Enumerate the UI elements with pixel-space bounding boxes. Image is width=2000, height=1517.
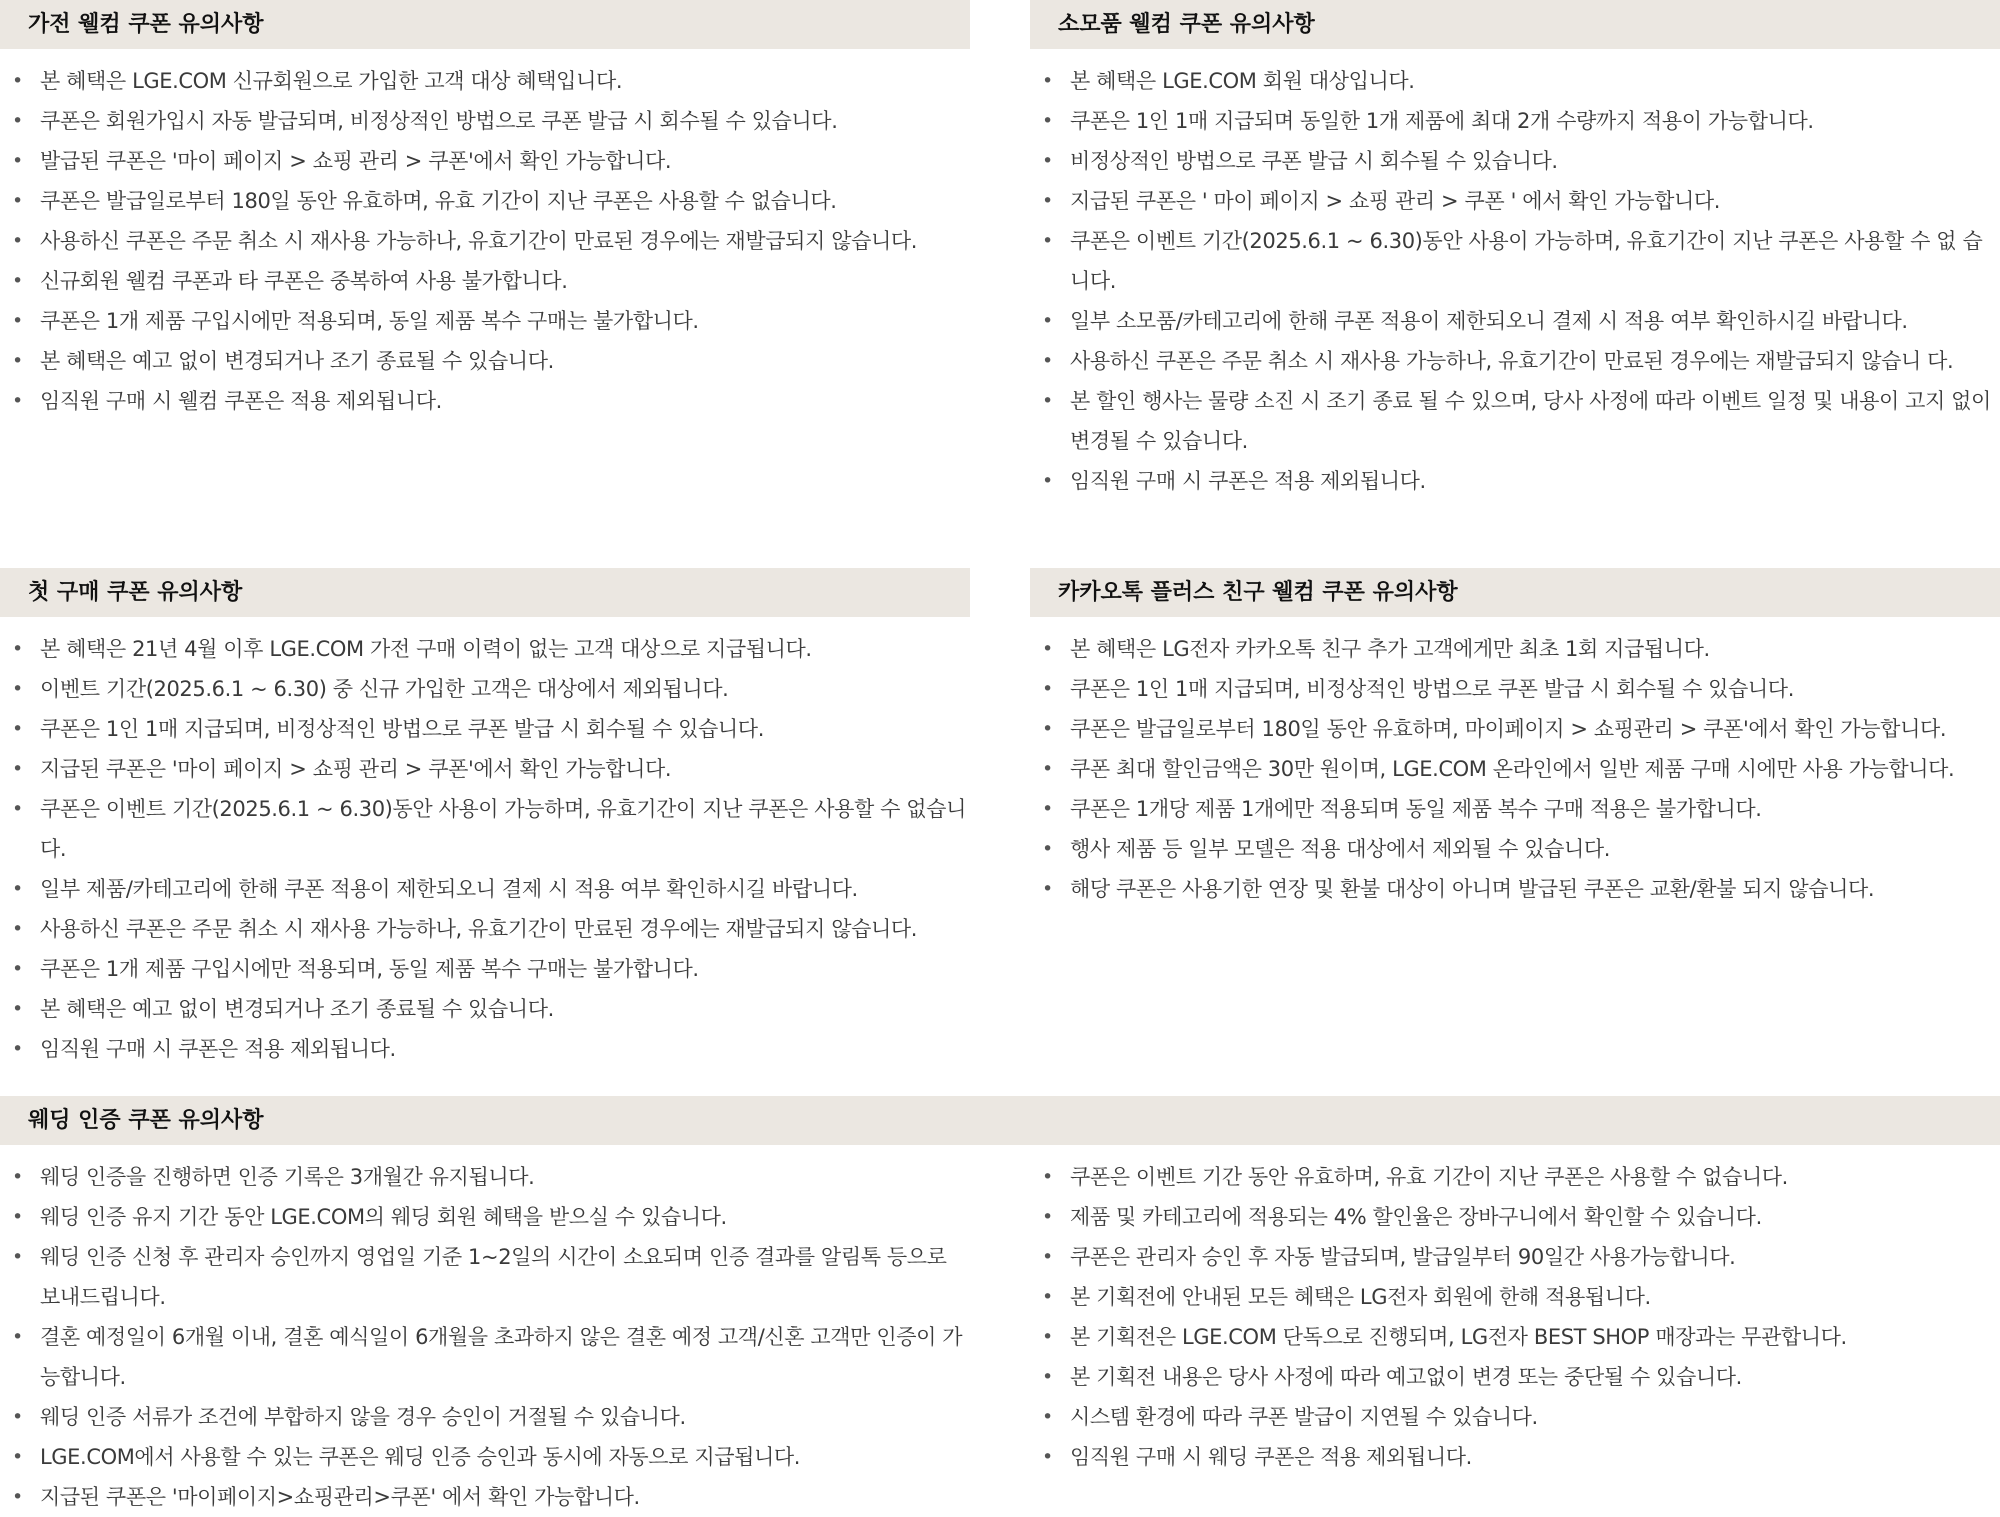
list-item: • 웨딩 인증 유지 기간 동안 LGE.COM의 웨딩 회원 혜택을 받으실 수 있습니다.: [0, 1197, 970, 1237]
list-item: • 본 혜택은 예고 없이 변경되거나 조기 종료될 수 있습니다.: [0, 989, 970, 1029]
list-item: • 쿠폰은 발급일로부터 180일 동안 유효하며, 유효 기간이 지난 쿠폰은 사용할 수 없습니다.: [0, 181, 970, 221]
list-item: • 임직원 구매 시 웨딩 쿠폰은 적용 제외됩니다.: [1030, 1437, 2000, 1477]
notice-list: [0, 629, 970, 1069]
list-item: • 웨딩 인증 신청 후 관리자 승인까지 영업일 기준 1~2일의 시간이 소요되며 인증 결과를 알림톡 등으로 보내드립니다.: [0, 1237, 970, 1317]
list-item: • 본 혜택은 21년 4월 이후 LGE.COM 가전 구매 이력이 없는 고객 대상으로 지급됩니다.: [0, 629, 970, 669]
list-item: • 지급된 쿠폰은 '마이페이지>쇼핑관리>쿠폰' 에서 확인 가능합니다.: [0, 1477, 970, 1517]
section-title: 가전 웰컴 쿠폰 유의사항: [0, 0, 970, 49]
notice-list: [1030, 629, 2000, 909]
list-item: • 일부 제품/카테고리에 한해 쿠폰 적용이 제한되오니 결제 시 적용 여부 확인하시길 바랍니다.: [0, 869, 970, 909]
wedding-coupon-section: [0, 1096, 2000, 1509]
consumables-welcome-coupon-section: [1030, 0, 2000, 501]
list-item: • 임직원 구매 시 쿠폰은 적용 제외됩니다.: [1030, 461, 2000, 501]
list-item: • 쿠폰은 이벤트 기간(2025.6.1 ~ 6.30)동안 사용이 가능하며, 유효기간이 지난 쿠폰은 사용할 수 없 습니다.: [1030, 221, 2000, 301]
list-item: • 쿠폰 최대 할인금액은 30만 원이며, LGE.COM 온라인에서 일반 제품 구매 시에만 사용 가능합니다.: [1030, 749, 2000, 789]
list-item: • 본 혜택은 LGE.COM 회원 대상입니다.: [1030, 61, 2000, 101]
list-item: • 본 기획전에 안내된 모든 혜택은 LG전자 회원에 한해 적용됩니다.: [1030, 1277, 2000, 1317]
list-item: • 사용하신 쿠폰은 주문 취소 시 재사용 가능하나, 유효기간이 만료된 경우에는 재발급되지 않습니다.: [0, 909, 970, 949]
list-item: • 쿠폰은 발급일로부터 180일 동안 유효하며, 마이페이지 > 쇼핑관리 > 쿠폰'에서 확인 가능합니다.: [1030, 709, 2000, 749]
notice-list-left: [0, 1157, 970, 1517]
list-item: • 본 기획전 내용은 당사 사정에 따라 예고없이 변경 또는 중단될 수 있습니다.: [1030, 1357, 2000, 1397]
list-item: • 웨딩 인증을 진행하면 인증 기록은 3개월간 유지됩니다.: [0, 1157, 970, 1197]
first-purchase-coupon-section: [0, 568, 970, 1069]
list-item: • 쿠폰은 회원가입시 자동 발급되며, 비정상적인 방법으로 쿠폰 발급 시 회수될 수 있습니다.: [0, 101, 970, 141]
notice-list: [0, 61, 970, 421]
list-item: • 본 기획전은 LGE.COM 단독으로 진행되며, LG전자 BEST SHOP 매장과는 무관합니다.: [1030, 1317, 2000, 1357]
list-item: • 제품 및 카테고리에 적용되는 4% 할인율은 장바구니에서 확인할 수 있습니다.: [1030, 1197, 2000, 1237]
list-item: • 쿠폰은 1개 제품 구입시에만 적용되며, 동일 제품 복수 구매는 불가합니다.: [0, 949, 970, 989]
list-item: • 쿠폰은 이벤트 기간 동안 유효하며, 유효 기간이 지난 쿠폰은 사용할 수 없습니다.: [1030, 1157, 2000, 1197]
notice-list-right: [1030, 1157, 2000, 1477]
list-item: • 비정상적인 방법으로 쿠폰 발급 시 회수될 수 있습니다.: [1030, 141, 2000, 181]
list-item: • 본 혜택은 예고 없이 변경되거나 조기 종료될 수 있습니다.: [0, 341, 970, 381]
list-item: • 웨딩 인증 서류가 조건에 부합하지 않을 경우 승인이 거절될 수 있습니다.: [0, 1397, 970, 1437]
list-item: • 쿠폰은 1인 1매 지급되며, 비정상적인 방법으로 쿠폰 발급 시 회수될 수 있습니다.: [1030, 669, 2000, 709]
section-title: 카카오톡 플러스 친구 웰컴 쿠폰 유의사항: [1030, 568, 2000, 617]
list-item: • 지급된 쿠폰은 '마이 페이지 > 쇼핑 관리 > 쿠폰'에서 확인 가능합니다.: [0, 749, 970, 789]
list-item: • 본 혜택은 LGE.COM 신규회원으로 가입한 고객 대상 혜택입니다.: [0, 61, 970, 101]
list-item: • 결혼 예정일이 6개월 이내, 결혼 예식일이 6개월을 초과하지 않은 결혼 예정 고객/신혼 고객만 인증이 가능합니다.: [0, 1317, 970, 1397]
notice-list: [1030, 61, 2000, 501]
appliance-welcome-coupon-section: [0, 0, 970, 421]
list-item: • 쿠폰은 1인 1매 지급되며, 비정상적인 방법으로 쿠폰 발급 시 회수될 수 있습니다.: [0, 709, 970, 749]
list-item: • 해당 쿠폰은 사용기한 연장 및 환불 대상이 아니며 발급된 쿠폰은 교환/환불 되지 않습니다.: [1030, 869, 2000, 909]
section-title: 웨딩 인증 쿠폰 유의사항: [0, 1096, 2000, 1145]
list-item: • 이벤트 기간(2025.6.1 ~ 6.30) 중 신규 가입한 고객은 대상에서 제외됩니다.: [0, 669, 970, 709]
list-item: • 사용하신 쿠폰은 주문 취소 시 재사용 가능하나, 유효기간이 만료된 경우에는 재발급되지 않습니 다.: [1030, 341, 2000, 381]
list-item: • 행사 제품 등 일부 모델은 적용 대상에서 제외될 수 있습니다.: [1030, 829, 2000, 869]
list-item: • 쿠폰은 1개당 제품 1개에만 적용되며 동일 제품 복수 구매 적용은 불가합니다.: [1030, 789, 2000, 829]
list-item: • 쿠폰은 이벤트 기간(2025.6.1 ~ 6.30)동안 사용이 가능하며, 유효기간이 지난 쿠폰은 사용할 수 없습니다.: [0, 789, 970, 869]
list-item: • 시스템 환경에 따라 쿠폰 발급이 지연될 수 있습니다.: [1030, 1397, 2000, 1437]
list-item: • LGE.COM에서 사용할 수 있는 쿠폰은 웨딩 인증 승인과 동시에 자동으로 지급됩니다.: [0, 1437, 970, 1477]
section-title: 소모품 웰컴 쿠폰 유의사항: [1030, 0, 2000, 49]
list-item: • 임직원 구매 시 웰컴 쿠폰은 적용 제외됩니다.: [0, 381, 970, 421]
kakaotalk-welcome-coupon-section: [1030, 568, 2000, 909]
list-item: • 지급된 쿠폰은 ' 마이 페이지 > 쇼핑 관리 > 쿠폰 ' 에서 확인 가능합니다.: [1030, 181, 2000, 221]
list-item: • 쿠폰은 1개 제품 구입시에만 적용되며, 동일 제품 복수 구매는 불가합니다.: [0, 301, 970, 341]
list-item: • 일부 소모품/카테고리에 한해 쿠폰 적용이 제한되오니 결제 시 적용 여부 확인하시길 바랍니다.: [1030, 301, 2000, 341]
list-item: • 본 혜택은 LG전자 카카오톡 친구 추가 고객에게만 최초 1회 지급됩니다.: [1030, 629, 2000, 669]
list-item: • 쿠폰은 관리자 승인 후 자동 발급되며, 발급일부터 90일간 사용가능합니다.: [1030, 1237, 2000, 1277]
list-item: • 쿠폰은 1인 1매 지급되며 동일한 1개 제품에 최대 2개 수량까지 적용이 가능합니다.: [1030, 101, 2000, 141]
list-item: • 본 할인 행사는 물량 소진 시 조기 종료 될 수 있으며, 당사 사정에 따라 이벤트 일정 및 내용이 고지 없이 변경될 수 있습니다.: [1030, 381, 2000, 461]
list-item: • 임직원 구매 시 쿠폰은 적용 제외됩니다.: [0, 1029, 970, 1069]
list-item: • 신규회원 웰컴 쿠폰과 타 쿠폰은 중복하여 사용 불가합니다.: [0, 261, 970, 301]
section-title: 첫 구매 쿠폰 유의사항: [0, 568, 970, 617]
list-item: • 발급된 쿠폰은 '마이 페이지 > 쇼핑 관리 > 쿠폰'에서 확인 가능합니다.: [0, 141, 970, 181]
list-item: • 사용하신 쿠폰은 주문 취소 시 재사용 가능하나, 유효기간이 만료된 경우에는 재발급되지 않습니다.: [0, 221, 970, 261]
